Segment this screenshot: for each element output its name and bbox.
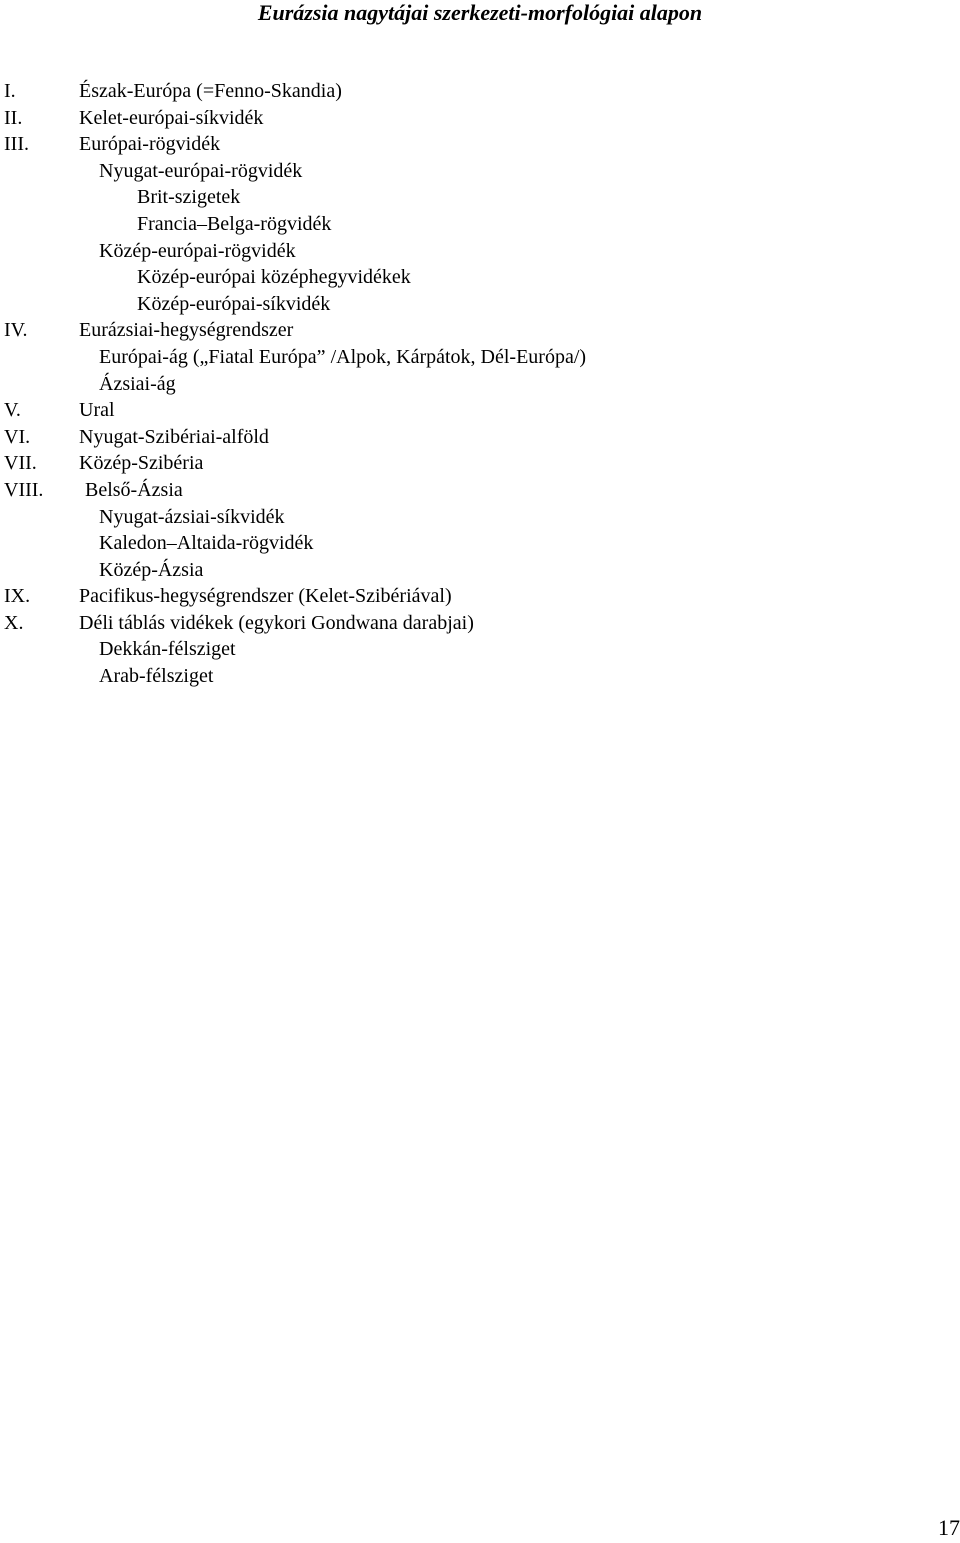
outline-item [0,158,960,185]
outline-item [0,184,960,211]
outline-numeral: III. [4,133,29,156]
outline-list [0,78,960,690]
outline-text: Nyugat-európai-rögvidék [99,159,303,182]
outline-numeral: VI. [4,425,31,448]
outline-item [0,211,960,238]
outline-text: Ural [79,399,115,422]
outline-numeral: X. [4,611,24,634]
outline-text: Pacifikus-hegységrendszer (Kelet-Szibériával) [79,585,452,608]
page-title: Eurázsia nagytájai szerkezeti-morfológiai alapon [257,0,703,25]
outline-numeral: II. [4,106,23,129]
outline-item [0,450,960,477]
outline-item [0,504,960,531]
outline-text: Dekkán-félsziget [99,638,236,661]
outline-text: Belső-Ázsia [85,478,183,501]
outline-item [0,291,960,318]
outline-text: Kaledon–Altaida-rögvidék [99,532,314,555]
outline-numeral: VII. [4,452,37,475]
outline-text: Nyugat-ázsiai-síkvidék [99,505,285,528]
outline-item [0,344,960,371]
outline-text: Közép-Szibéria [79,452,204,475]
outline-text: Francia–Belga-rögvidék [137,212,332,235]
outline-item [0,636,960,663]
outline-item [0,424,960,451]
outline-text: Észak-Európa (=Fenno-Skandia) [79,80,342,102]
outline-text: Kelet-európai-síkvidék [79,106,264,129]
outline-text: Nyugat-Szibériai-alföld [79,425,269,448]
outline-item [0,583,960,610]
outline-text: Eurázsiai-hegységrendszer [79,319,294,342]
outline-item [0,105,960,132]
outline-item [0,131,960,158]
outline-text: Közép-európai középhegyvidékek [137,266,411,289]
outline-text: Arab-félsziget [99,665,214,688]
outline-item [0,397,960,424]
outline-text: Déli táblás vidékek (egykori Gondwana darabjai) [79,611,474,634]
outline-text: Közép-európai-síkvidék [137,292,331,315]
outline-item [0,371,960,398]
outline-text: Európai-rögvidék [79,133,221,156]
outline-item [0,530,960,557]
outline-numeral: I. [4,80,16,102]
outline-numeral: IX. [4,585,31,608]
outline-item [0,78,960,105]
outline-item [0,317,960,344]
outline-item [0,238,960,265]
outline-text: Közép-Ázsia [99,558,204,581]
outline-numeral: V. [4,399,21,422]
outline-numeral: VIII. [4,478,44,501]
outline-item [0,663,960,690]
outline-item [0,557,960,584]
outline-text: Ázsiai-ág [99,372,176,395]
outline-text: Brit-szigetek [137,186,241,209]
outline-text: Európai-ág („Fiatal Európa” /Alpok, Kárpátok, Dél-Európa/) [99,345,587,368]
outline-item [0,610,960,637]
outline-numeral: IV. [4,319,28,342]
outline-text: Közép-európai-rögvidék [99,239,296,262]
outline-item [0,477,960,504]
outline-item [0,264,960,291]
page-number: 17 [938,1515,960,1540]
